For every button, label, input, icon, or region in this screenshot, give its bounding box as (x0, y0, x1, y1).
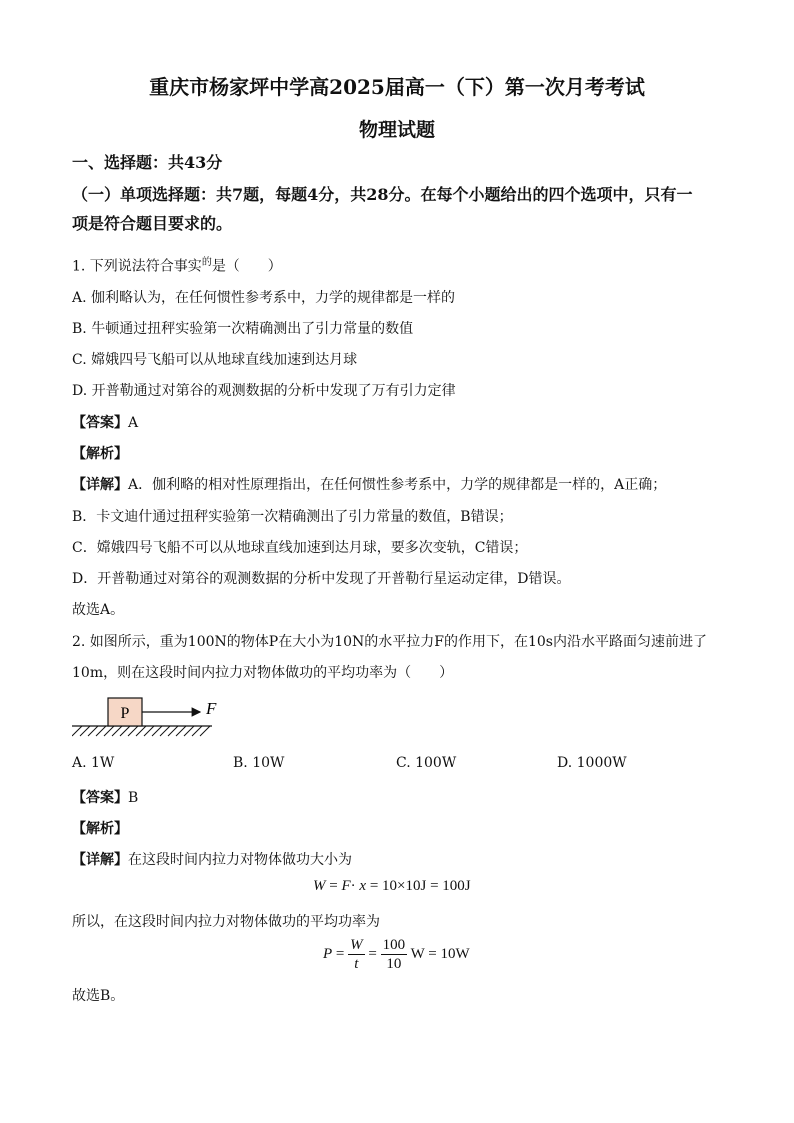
eq1-lhs: W (313, 878, 326, 894)
eq2-frac2-den: 10 (386, 956, 402, 972)
q2-option-b: B. 10W (233, 755, 285, 771)
eq2-fraction-1 (348, 936, 365, 973)
q2-answer-tag: 【答案】 (72, 790, 128, 806)
q1-option-b: B. 牛顿通过扭秤实验第一次精确测出了引力常量的数值 (72, 321, 414, 337)
q2-answer-value: B (128, 790, 139, 806)
q2-equation-work: W = F· x = 10×10J = 100J (313, 878, 471, 894)
q1-stem-text-end: 是（ ） (211, 258, 282, 275)
section-heading: 一、选择题：共43分 (72, 153, 223, 172)
q1-detail-line-d: D．开普勒通过对第谷的观测数据的分析中发现了开普勒行星运动定律，D错误。 (72, 571, 571, 587)
q2-detail-tag: 【详解】 (72, 852, 128, 868)
q1-option-c: C. 嫦娥四号飞船可以从地球直线加速到达月球 (72, 352, 358, 368)
q2-so-text: 所以，在这段时间内拉力对物体做功的平均功率为 (72, 914, 380, 930)
q1-stem-sup: 的 (201, 257, 212, 268)
q2-detail (72, 849, 352, 869)
eq2-lhs: P (323, 945, 333, 962)
eq1-dot: · (350, 878, 356, 894)
page-subtitle: 物理试题 (358, 119, 435, 141)
q2-stem-line2: 10m，则在这段时间内拉力对物体做功的平均功率为（ ） (72, 665, 454, 681)
q2-detail-text: 在这段时间内拉力对物体做功大小为 (128, 852, 352, 868)
q1-conclusion: 故选A。 (72, 602, 125, 618)
q1-answer (72, 412, 138, 432)
q1-stem (72, 253, 282, 276)
eq2-fraction-2 (381, 936, 408, 973)
q2-stem-line1: 2. 如图所示，重为100N的物体P在大小为10N的水平拉力F的作用下，在10s内沿水平路面匀速前进了 (72, 634, 707, 650)
eq1-result: = 10×10J = 100J (369, 878, 471, 894)
q2-analysis-tag: 【解析】 (72, 821, 128, 837)
q1-stem-text: 1. 下列说法符合事实 (72, 258, 202, 275)
q2-option-d: D. 1000W (557, 755, 627, 771)
block-label: P (120, 705, 130, 722)
q1-option-a: A. 伽利略认为，在任何惯性参考系中，力学的规律都是一样的 (72, 290, 456, 306)
q1-detail-text-a: A．伽利略的相对性原理指出，在任何惯性参考系中，力学的规律都是一样的，A正确； (128, 477, 667, 493)
force-label: F (206, 699, 217, 718)
eq2-frac1-den: t (354, 956, 359, 972)
q1-option-d: D. 开普勒通过对第谷的观测数据的分析中发现了万有引力定律 (72, 383, 456, 399)
eq2-frac2-num: 100 (382, 937, 406, 953)
q2-option-a: A. 1W (72, 755, 115, 771)
eq2-result: W = 10W (410, 945, 470, 962)
ground-hatching (72, 726, 210, 736)
eq1-force: F (341, 878, 351, 894)
page-title: 重庆市杨家坪中学高2025届高一（下）第一次月考考试 (149, 75, 645, 99)
q1-detail-line-b: B．卡文迪什通过扭秤实验第一次精确测出了引力常量的数值，B错误； (72, 509, 513, 525)
eq2-frac1-num: W (350, 937, 363, 953)
q1-detail-line-c: C．嫦娥四号飞船不可以从地球直线加速到达月球，要多次变轨，C错误； (72, 540, 528, 556)
section-instructions-line1: （一）单项选择题：共7题，每题4分，共28分。在每个小题给出的四个选项中，只有一 (72, 185, 693, 204)
q2-option-c: C. 100W (396, 755, 457, 771)
eq1-distance: x (359, 878, 367, 894)
q1-detail-line-a (72, 474, 666, 494)
q2-equation-power: P = $\frac{W}{t}$ = $\frac{100}{10}$ W = 10W (323, 937, 470, 972)
q2-answer (72, 787, 138, 807)
section-instructions-line2: 项是符合题目要求的。 (72, 214, 233, 233)
q1-answer-tag: 【答案】 (72, 415, 128, 431)
q1-detail-tag: 【详解】 (72, 477, 128, 493)
q2-conclusion: 故选B。 (72, 988, 125, 1004)
q1-analysis-tag: 【解析】 (72, 446, 128, 462)
q2-figure (72, 692, 222, 742)
q1-answer-value: A (128, 415, 139, 431)
